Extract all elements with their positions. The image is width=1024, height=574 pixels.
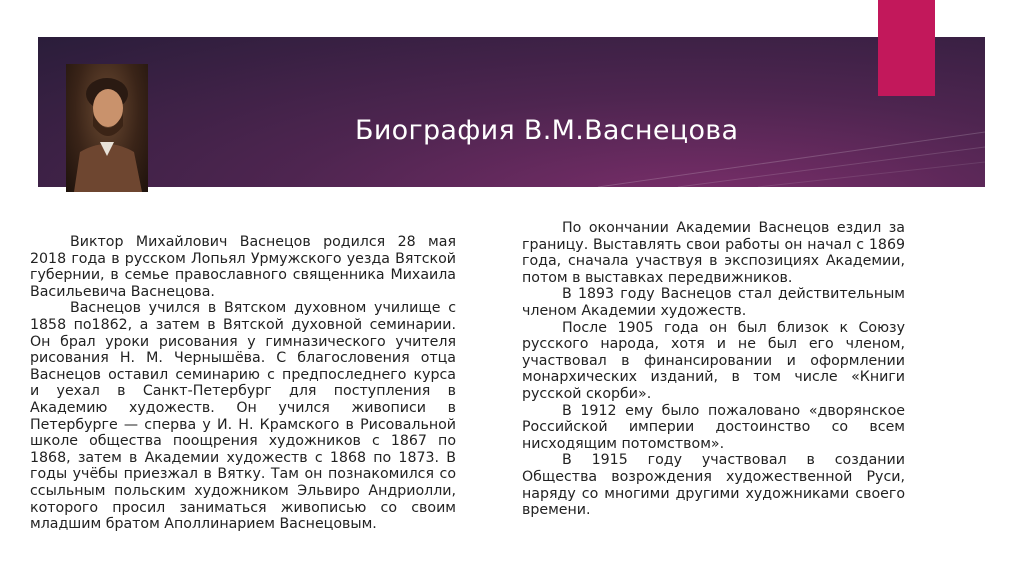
paragraph: В 1893 году Васнецов стал действительным членом Академии художеств. <box>522 286 905 319</box>
accent-bar <box>878 0 935 96</box>
paragraph: По окончании Академии Васнецов ездил за границу. Выставлять свои работы он начал с 1869 года, сначала участвуя в экспозициях Академии, потом в выставках передвижников. <box>522 220 905 286</box>
paragraph: После 1905 года он был близок к Союзу русского народа, хотя и не был его членом, участвовал в финансировании и оформлении монархических изданий, в том числе «Книги русской скорби». <box>522 319 905 402</box>
portrait-photo-icon <box>66 64 148 192</box>
right-text-column <box>522 220 905 519</box>
paragraph: В 1912 ему было пожаловано «дворянское Российской империи достоинство со всем нисходящим потомством». <box>522 402 905 452</box>
paragraph: Виктор Михайлович Васнецов родился 28 мая 2018 года в русском Лопьял Урмужского уезда Вятской губернии, в семье православного священника Михаила Васильевича Васнецова. <box>30 234 456 300</box>
page-title: Биография В.М.Васнецова <box>355 115 739 146</box>
title-banner <box>38 37 985 187</box>
left-text-column <box>30 234 456 533</box>
banner-decoration <box>38 37 985 187</box>
paragraph: В 1915 году участвовал в создании Общества возрождения художественной Руси, наряду со многими другими художниками своего времени. <box>522 452 905 519</box>
paragraph: Васнецов учился в Вятском духовном училище с 1858 по1862, а затем в Вятской духовной семинарии. Он брал уроки рисования у гимназического учителя рисования Н. М. Чернышёва. С благословения отца Васнецов оставил семинарию с предпоследнего курса и уехал в Санкт-Петербург для поступления в Академию художеств. Он учился живописи в Петербурге — сперва у И. Н. Крамского в Рисовальной школе общества поощрения художников с 1867 по 1868, затем в Академии художеств с 1868 по 1873. В годы учёбы приезжал в Вятку. Там он познакомился со ссыльным польским художником Эльвиро Андриолли, которого просил заниматься живописью со своим младшим братом Аполлинарием Васнецовым. <box>30 300 456 533</box>
portrait-image <box>66 64 148 192</box>
